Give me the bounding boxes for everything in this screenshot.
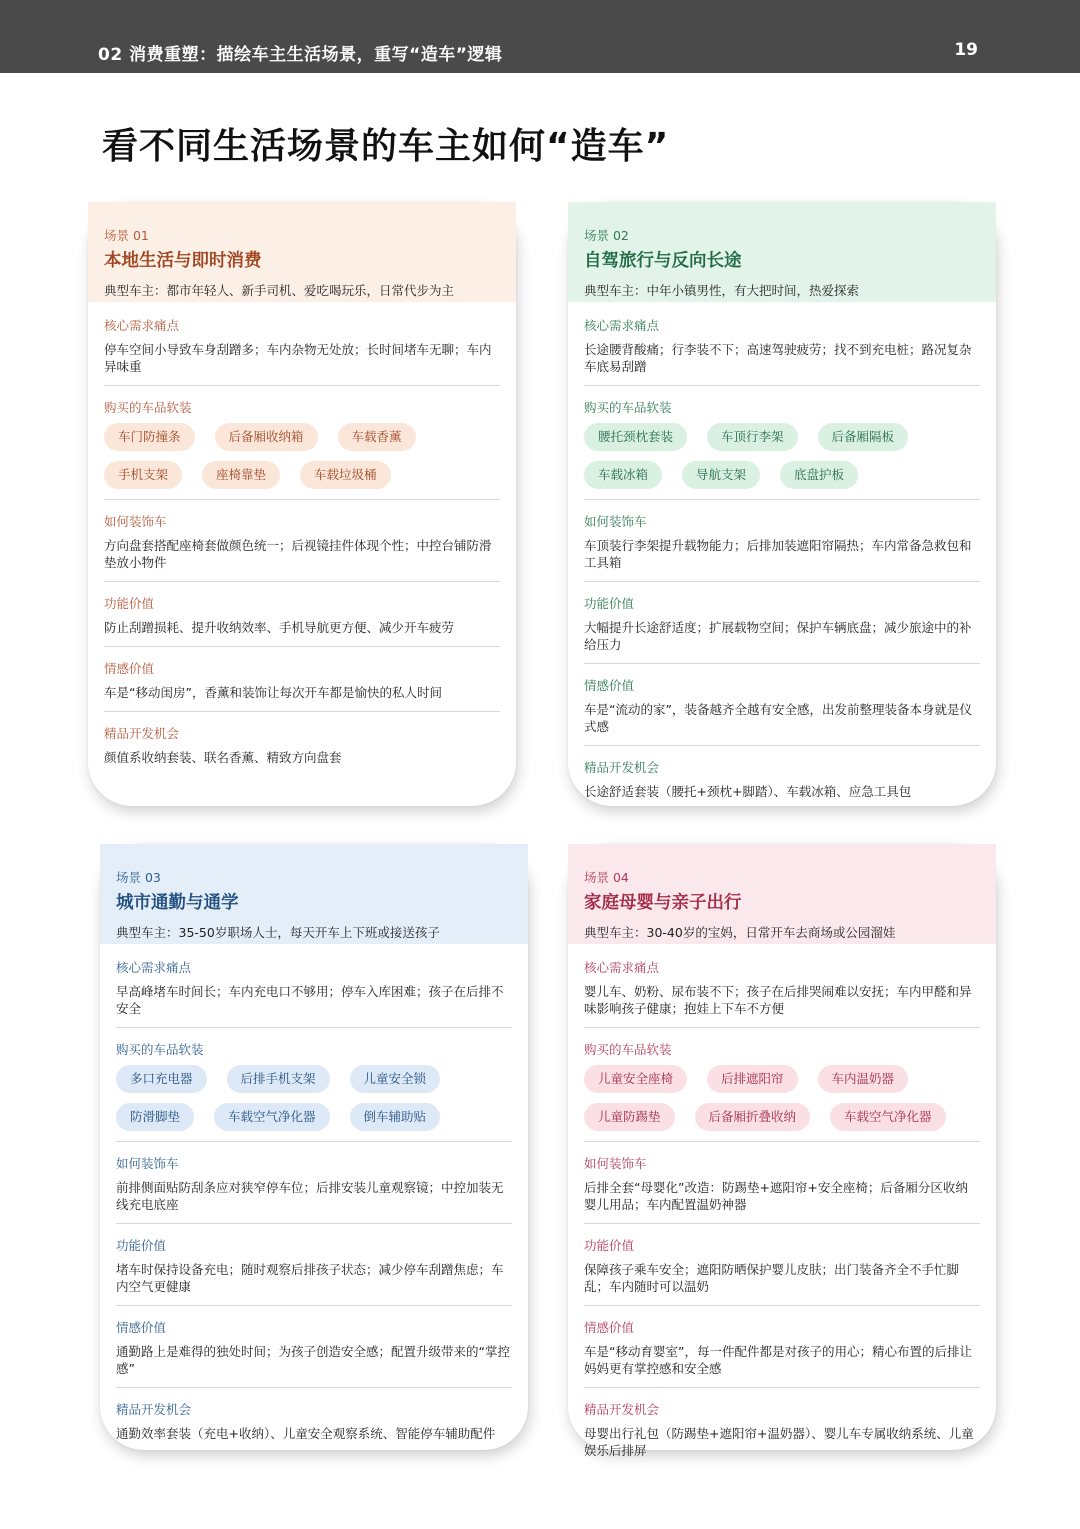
card-header (100, 844, 528, 944)
card-header (568, 202, 996, 302)
section-text: 颜值系收纳套装、联名香薰、精致方向盘套 (104, 750, 342, 765)
section-text: 母婴出行礼包（防踢垫+遮阳帘+温奶器）、婴儿车专属收纳系统、儿童娱乐后排屏 (584, 1426, 974, 1458)
product-chip: 儿童防踢垫 (584, 1103, 675, 1131)
product-chip: 车载空气净化器 (214, 1103, 330, 1131)
section-label: 精品开发机会 (104, 726, 180, 741)
emotion-section (116, 1306, 512, 1388)
emotion-section (104, 647, 500, 712)
page-title: 看不同生活场景的车主如何“造车” (102, 126, 670, 167)
section-text: 停车空间小导致车身刮蹭多；车内杂物无处放；长时间堵车无聊；车内异味重 (104, 342, 492, 374)
opportunity-section (584, 746, 980, 810)
section-text: 通勤路上是难得的独处时间；为孩子创造安全感；配置升级带来的“掌控感” (116, 1344, 510, 1376)
card-header (88, 202, 516, 302)
function-section (104, 582, 500, 647)
decorate-section (584, 1142, 980, 1224)
scene-card-04 (568, 844, 996, 1458)
section-label: 功能价值 (584, 1238, 635, 1253)
section-label: 购买的车品软装 (584, 400, 672, 415)
product-chip: 后备厢隔板 (818, 423, 909, 451)
section-text: 早高峰堵车时间长；车内充电口不够用；停车入库困难；孩子在后排不安全 (116, 984, 504, 1016)
section-label: 如何装饰车 (584, 1156, 647, 1171)
product-chip: 车顶行李架 (707, 423, 798, 451)
section-text: 车是“移动闺房”，香薰和装饰让每次开车都是愉快的私人时间 (104, 685, 442, 700)
section-label: 情感价值 (104, 661, 155, 676)
product-chip: 车载空气净化器 (830, 1103, 946, 1131)
product-chip: 儿童安全锁 (350, 1065, 441, 1093)
section-label: 情感价值 (116, 1320, 167, 1335)
products-section (104, 386, 500, 500)
typical-owner: 典型车主：30-40岁的宝妈，日常开车去商场或公园溜娃 (584, 925, 896, 940)
decorate-section (104, 500, 500, 582)
opportunity-section (116, 1388, 512, 1452)
products-section (584, 1028, 980, 1142)
scene-tag: 场景 01 (104, 228, 149, 243)
function-section (584, 1224, 980, 1306)
section-label: 精品开发机会 (584, 760, 660, 775)
pain-section (584, 312, 980, 386)
opportunity-section (584, 1388, 980, 1469)
scene-card-03 (100, 844, 528, 1450)
page-header (0, 0, 1080, 73)
decorate-section (584, 500, 980, 582)
section-label: 精品开发机会 (584, 1402, 660, 1417)
section-text: 前排侧面贴防刮条应对狭窄停车位；后排安装儿童观察镜；中控加装无线充电底座 (116, 1180, 504, 1212)
pain-section (104, 312, 500, 386)
scene-title: 自驾旅行与反向长途 (584, 251, 742, 271)
section-label: 情感价值 (584, 1320, 635, 1335)
product-chip: 多口充电器 (116, 1065, 207, 1093)
section-label: 功能价值 (116, 1238, 167, 1253)
function-section (116, 1224, 512, 1306)
product-chip: 后备厢折叠收纳 (695, 1103, 811, 1131)
section-label: 如何装饰车 (116, 1156, 179, 1171)
section-label: 购买的车品软装 (104, 400, 192, 415)
product-chip: 后排手机支架 (227, 1065, 330, 1093)
section-label: 购买的车品软装 (584, 1042, 672, 1057)
typical-owner: 典型车主：35-50岁职场人士，每天开车上下班或接送孩子 (116, 925, 440, 940)
product-chip: 车门防撞条 (104, 423, 195, 451)
section-text: 方向盘套搭配座椅套做颜色统一；后视镜挂件体现个性；中控台铺防滑垫放小物件 (104, 538, 492, 570)
section-label: 购买的车品软装 (116, 1042, 204, 1057)
emotion-section (584, 664, 980, 746)
scene-tag: 场景 02 (584, 228, 629, 243)
scene-card-01 (88, 202, 516, 806)
pain-section (584, 954, 980, 1028)
product-chip: 座椅靠垫 (202, 461, 280, 489)
product-chip: 车载香薰 (338, 423, 416, 451)
emotion-section (584, 1306, 980, 1388)
typical-owner: 典型车主：都市年轻人、新手司机、爱吃喝玩乐，日常代步为主 (104, 283, 455, 298)
function-section (584, 582, 980, 664)
section-label: 如何装饰车 (104, 514, 167, 529)
section-text: 通勤效率套装（充电+收纳）、儿童安全观察系统、智能停车辅助配件 (116, 1426, 496, 1441)
section-label: 如何装饰车 (584, 514, 647, 529)
product-chip: 倒车辅助贴 (350, 1103, 441, 1131)
section-label: 核心需求痛点 (116, 960, 192, 975)
section-label: 精品开发机会 (116, 1402, 192, 1417)
product-chip: 车载冰箱 (584, 461, 662, 489)
scene-title: 本地生活与即时消费 (104, 251, 262, 271)
products-section (116, 1028, 512, 1142)
section-label: 功能价值 (584, 596, 635, 611)
scene-tag: 场景 03 (116, 870, 161, 885)
section-text: 保障孩子乘车安全；遮阳防晒保护婴儿皮肤；出门装备齐全不手忙脚乱；车内随时可以温奶 (584, 1262, 960, 1294)
section-label: 核心需求痛点 (584, 318, 660, 333)
product-chip: 后备厢收纳箱 (215, 423, 318, 451)
section-text: 堵车时保持设备充电；随时观察后排孩子状态；减少停车刮蹭焦虑；车内空气更健康 (116, 1262, 504, 1294)
page-number: 19 (954, 40, 978, 60)
product-chip: 儿童安全座椅 (584, 1065, 687, 1093)
scene-card-02 (568, 202, 996, 806)
section-label: 功能价值 (104, 596, 155, 611)
pain-section (116, 954, 512, 1028)
section-text: 防止刮蹭损耗、提升收纳效率、手机导航更方便、减少开车疲劳 (104, 620, 455, 635)
decorate-section (116, 1142, 512, 1224)
opportunity-section (104, 712, 500, 776)
product-chip: 导航支架 (682, 461, 760, 489)
section-label: 核心需求痛点 (584, 960, 660, 975)
section-text: 车是“流动的家”，装备越齐全越有安全感，出发前整理装备本身就是仪式感 (584, 702, 972, 734)
product-chip: 车载垃圾桶 (300, 461, 391, 489)
section-title: 02 消费重塑：描绘车主生活场景，重写“造车”逻辑 (98, 45, 503, 65)
scene-tag: 场景 04 (584, 870, 629, 885)
section-text: 长途舒适套装（腰托+颈枕+脚踏）、车载冰箱、应急工具包 (584, 784, 912, 799)
section-text: 车是“移动育婴室”，每一件配件都是对孩子的用心；精心布置的后排让妈妈更有掌控感和安全感 (584, 1344, 972, 1376)
product-chip: 底盘护板 (780, 461, 858, 489)
product-chip: 手机支架 (104, 461, 182, 489)
product-chip: 后排遮阳帘 (707, 1065, 798, 1093)
product-chip: 腰托颈枕套装 (584, 423, 687, 451)
section-text: 长途腰背酸痛；行李装不下；高速驾驶疲劳；找不到充电桩；路况复杂车底易刮蹭 (584, 342, 972, 374)
typical-owner: 典型车主：中年小镇男性，有大把时间，热爱探索 (584, 283, 860, 298)
scene-title: 城市通勤与通学 (116, 893, 239, 913)
section-text: 车顶装行李架提升载物能力；后排加装遮阳帘隔热；车内常备急救包和工具箱 (584, 538, 972, 570)
section-text: 后排全套“母婴化”改造：防踢垫+遮阳帘+安全座椅；后备厢分区收纳婴儿用品；车内配置温奶神器 (584, 1180, 968, 1212)
section-label: 核心需求痛点 (104, 318, 180, 333)
section-text: 大幅提升长途舒适度；扩展载物空间；保护车辆底盘；减少旅途中的补给压力 (584, 620, 972, 652)
section-text: 婴儿车、奶粉、尿布装不下；孩子在后排哭闹难以安抚；车内甲醛和异味影响孩子健康；抱娃上下车不方便 (584, 984, 972, 1016)
products-section (584, 386, 980, 500)
product-chip: 防滑脚垫 (116, 1103, 194, 1131)
card-header (568, 844, 996, 944)
section-label: 情感价值 (584, 678, 635, 693)
product-chip: 车内温奶器 (818, 1065, 909, 1093)
scene-title: 家庭母婴与亲子出行 (584, 893, 742, 913)
